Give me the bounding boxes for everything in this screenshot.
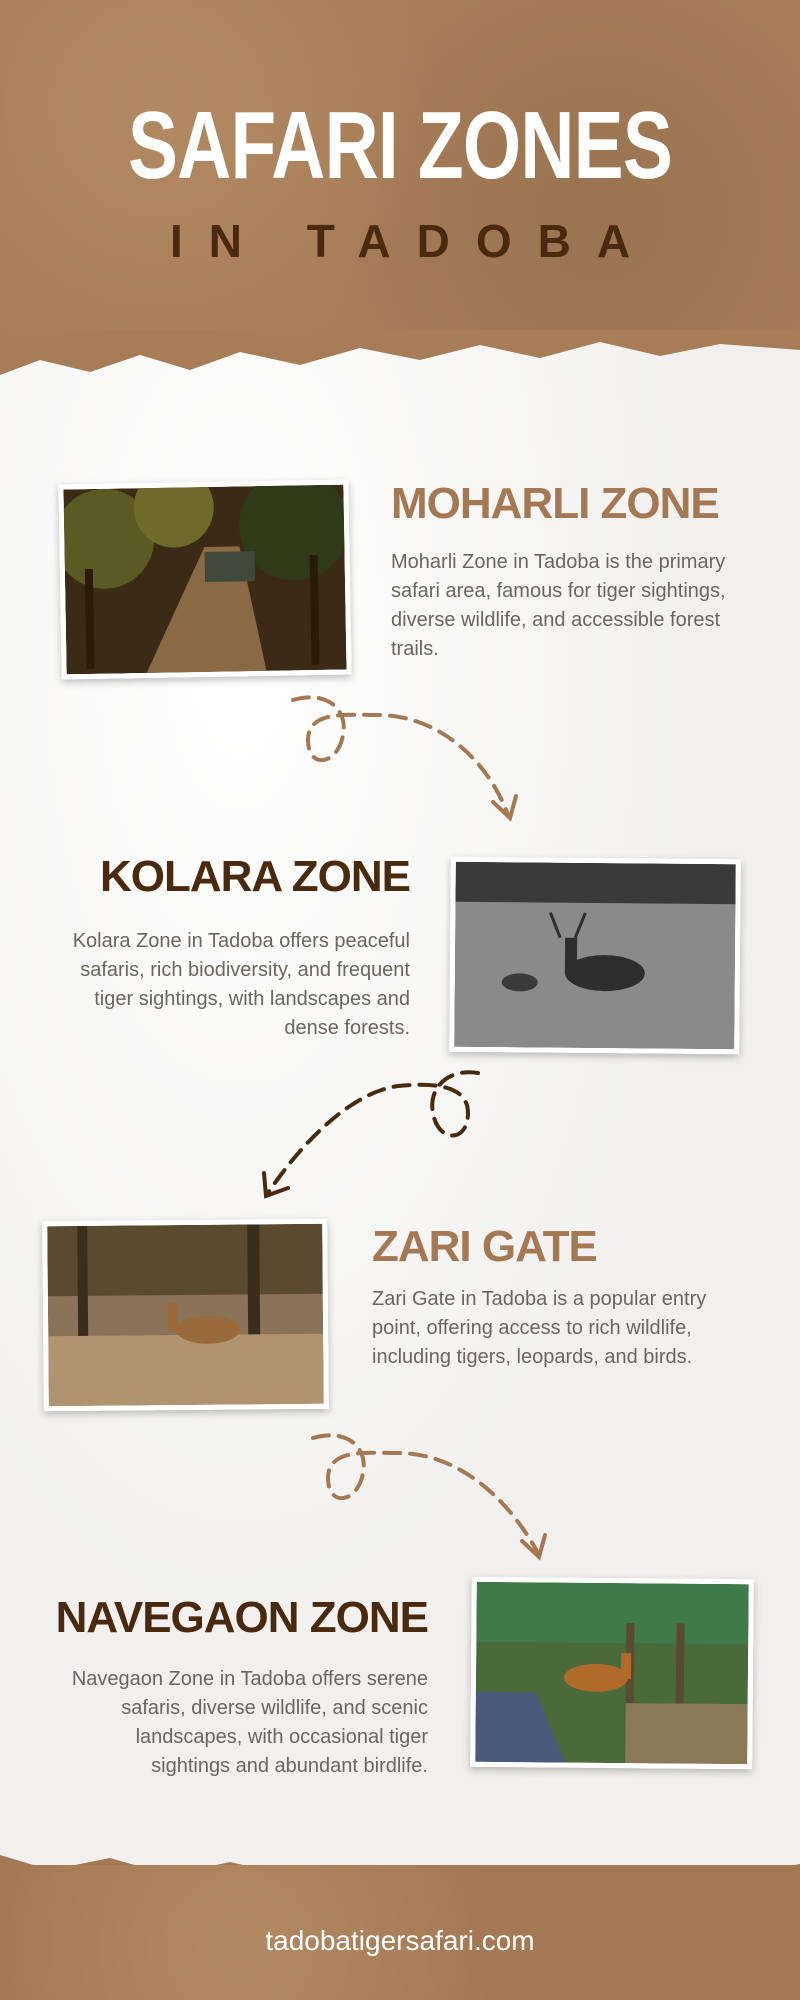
page-title: SAFARI ZONES <box>128 92 672 199</box>
stag-dry-forest-photo <box>42 1219 329 1411</box>
zone-description: Kolara Zone in Tadoba offers peaceful safaris, rich biodiversity, and frequent tiger sightings, with landscapes and dense forests. <box>72 930 410 1039</box>
zone-heading: KOLARA ZONE <box>99 852 410 901</box>
website-link[interactable]: tadobatigersafari.com <box>265 1925 535 1956</box>
deer-grassland-photo <box>449 857 741 1055</box>
zone-heading: ZARI GATE <box>372 1222 597 1271</box>
zone-description: Zari Gate in Tadoba is a popular entry point, offering access to rich wildlife, including tigers, leopards, and birds. <box>372 1288 707 1368</box>
zone-heading: MOHARLI ZONE <box>391 479 719 528</box>
zone-description: Navegaon Zone in Tadoba offers serene safaris, diverse wildlife, and scenic landscapes, with occasional tiger sightings and abundant birdlife. <box>71 1668 428 1777</box>
dashed-arrow-icon <box>308 1428 568 1568</box>
spotted-deer-road-photo <box>470 1577 754 1769</box>
dashed-arrow-icon <box>258 1068 488 1208</box>
dashed-arrow-icon <box>288 690 548 830</box>
page-subtitle: IN TADOBA <box>169 215 657 267</box>
zone-description: Moharli Zone in Tadoba is the primary safari area, famous for tiger sightings, diverse wildlife, and accessible forest trails. <box>391 551 726 660</box>
zone-heading: NAVEGAON ZONE <box>55 1593 428 1642</box>
forest-jeep-photo <box>58 479 351 679</box>
